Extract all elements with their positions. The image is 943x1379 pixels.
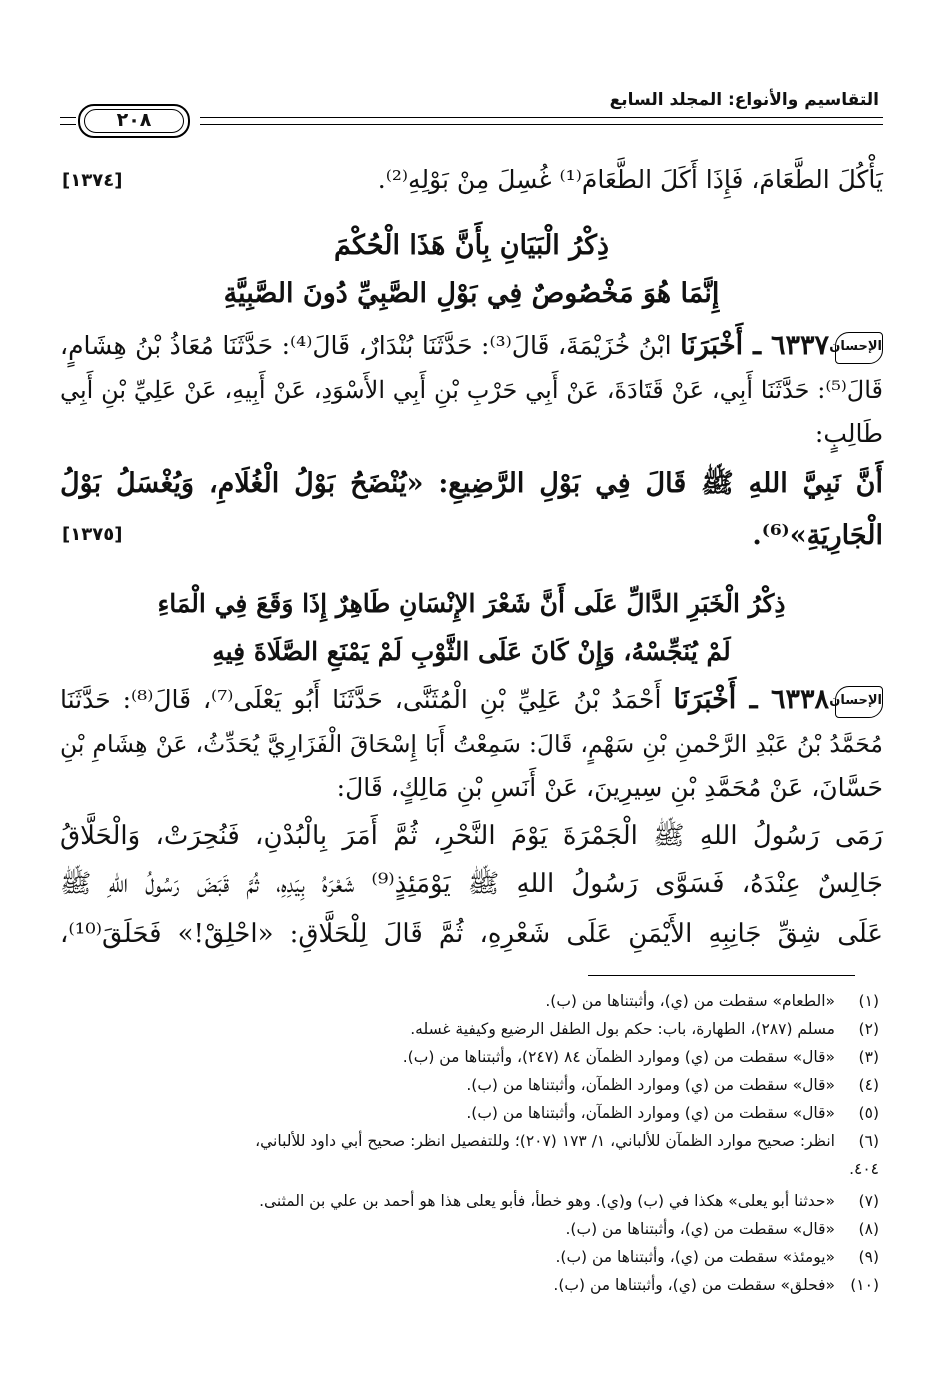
chapter-heading: ذِكْرُ الْبَيَانِ بِأَنَّ هَذَا الْحُكْمَ bbox=[334, 230, 609, 261]
header-rule-left-bottom bbox=[60, 124, 76, 125]
footnote: (٧)«حدثنا أبو يعلى» هكذا في (ب) و(ي). وهو خطأ، فأبو يعلى هذا هو أحمد بن علي بن المثنى. bbox=[259, 1192, 879, 1210]
hadith-number: ٦٣٣٧ ـ أَخْبَرَنَا bbox=[680, 330, 830, 361]
footnote: (١)«الطعام» سقطت من (ي)، وأثبتناها من (ب). bbox=[545, 992, 879, 1010]
isnad-text: ابْنُ خُزَيْمَةَ، قَالَ⁽³⁾: حَدَّثَنَا بُنْدَارٌ، قَالَ⁽⁴⁾: حَدَّثَنَا مُعَاذُ بْنُ هِشَامٍ، bbox=[60, 331, 672, 360]
matn-line: الْجَارِيَةِ»⁽⁶⁾. bbox=[752, 520, 883, 551]
hadith-ref: [١٣٧٤] bbox=[62, 170, 123, 191]
matn-line: عَلَى شِقِّ جَانِبِهِ الأَيْمَنِ عَلَى شَعْرِهِ، ثُمَّ قَالَ لِلْحَلَّاقِ: «احْلِقْ!» فَحَلَقَ⁽¹⁰⁾، bbox=[60, 919, 883, 949]
footnote: (٥)«قال» سقطت من (ي) وموارد الظمآن، وأثبتناها من (ب). bbox=[466, 1104, 879, 1122]
header-rule-top bbox=[200, 117, 883, 118]
isnad-line: قَالَ⁽⁵⁾: حَدَّثَنَا أَبِي، عَنْ قَتَادَةَ، عَنْ أَبِي حَرْبِ بْنِ أَبِي الأَسْوَدِ، عَنْ أَبِيهِ، عَنْ عَلِيِّ بْنِ أَبِي bbox=[60, 376, 883, 404]
footnote: (٨)«قال» سقطت من (ي)، وأثبتناها من (ب). bbox=[565, 1220, 879, 1238]
footnote: (٣)«قال» سقطت من (ي) وموارد الظمآن ٨٤ (٢٤٧)، وأثبتناها من (ب). bbox=[402, 1048, 879, 1066]
isnad-line: طَالِبٍ: bbox=[814, 419, 883, 448]
chapter-heading: إِنَّمَا هُوَ مَخْصُوصٌ فِي بَوْلِ الصَّبِيِّ دُونَ الصَّبِيَّةِ bbox=[223, 278, 720, 309]
matn-line: جَالِسٌ عِنْدَهُ، فَسَوَّى رَسُولُ اللهِ ﷺ يَوْمَئِذٍ⁽⁹⁾ شَعْرَهُ بِيَدِهِ، ثُمَّ قَبَضَ رَسُولُ اللهِ ﷺ bbox=[60, 869, 883, 899]
header-rule-bottom bbox=[200, 124, 883, 125]
matn-line: أَنَّ نَبِيَّ اللهِ ﷺ قَالَ فِي بَوْلِ الرَّضِيعِ: «يُنْضَحُ بَوْلُ الْغُلَامِ، وَيُغْسَلُ بَوْلُ bbox=[60, 468, 883, 499]
page-number: ٢٠٨ bbox=[84, 109, 184, 133]
hadith-ref: [١٣٧٥] bbox=[62, 524, 123, 545]
isnad-line: مُحَمَّدُ بْنُ عَبْدِ الرَّحْمنِ بْنِ سَهْمٍ، قَالَ: سَمِعْتُ أَبَا إِسْحَاقَ الْفَزَارِيَّ يُحَدِّثُ، عَنْ هِشَامِ بْنِ bbox=[60, 730, 883, 758]
footnote-continuation: ٤٠٤. bbox=[849, 1160, 879, 1178]
isnad-line: حَسَّانَ، عَنْ مُحَمَّدِ بْنِ سِيرِينَ، عَنْ أَنَسِ بْنِ مَالِكٍ، قَالَ: bbox=[336, 773, 883, 802]
footnote: (٢)مسلم (٢٨٧)، الطهارة، باب: حكم بول الطفل الرضيع وكيفية غسله. bbox=[410, 1020, 879, 1038]
isnad-line bbox=[60, 680, 883, 720]
text-line: يَأْكُلَ الطَّعَامَ، فَإِذَا أَكَلَ الطَّعَامَ⁽¹⁾ غُسِلَ مِنْ بَوْلِهِ⁽²⁾. bbox=[377, 165, 883, 194]
ihsan-mark: الإحسان bbox=[835, 686, 883, 718]
isnad-text: أَحْمَدُ بْنُ عَلِيِّ بْنِ الْمُثَنَّى، حَدَّثَنَا أَبُو يَعْلَى⁽⁷⁾، قَالَ⁽⁸⁾: حَدَّثَنَا bbox=[60, 685, 662, 714]
chapter-heading: لَمْ يُنَجِّسْهُ، وَإِنْ كَانَ عَلَى الثَّوْبِ لَمْ يَمْنَعِ الصَّلَاةَ فِيهِ bbox=[212, 637, 731, 666]
matn-line: رَمَى رَسُولُ اللهِ ﷺ الْجَمْرَةَ يَوْمَ النَّحْرِ، ثُمَّ أَمَرَ بِالْبُدْنِ، فَنُحِرَتْ، وَالْحَلَّاقُ bbox=[60, 821, 883, 851]
header-rule-left-top bbox=[60, 117, 76, 118]
hadith-number: ٦٣٣٨ ـ أَخْبَرَنَا bbox=[673, 684, 829, 715]
header-title: التقاسيم والأنواع: المجلد السابع bbox=[609, 90, 879, 110]
footnote: (٩)«يومئذ» سقطت من (ي)، وأثبتناها من (ب). bbox=[555, 1248, 879, 1266]
chapter-heading: ذِكْرُ الْخَبَرِ الدَّالِّ عَلَى أَنَّ شَعْرَ الإِنْسَانِ طَاهِرٌ إِذَا وَقَعَ فِي الْمَاءِ bbox=[157, 589, 786, 618]
page-number-box bbox=[78, 104, 190, 138]
footnote: (٤)«قال» سقطت من (ي) وموارد الظمآن، وأثبتناها من (ب). bbox=[466, 1076, 879, 1094]
isnad-line bbox=[60, 326, 883, 366]
footnote-rule bbox=[588, 975, 855, 976]
ihsan-mark: الإحسان bbox=[835, 332, 883, 364]
footnote: (١٠)«فحلق» سقطت من (ي)، وأثبتناها من (ب). bbox=[553, 1276, 879, 1294]
footnote: (٦)انظر: صحيح موارد الظمآن للألباني، ١/ ١٧٣ (٢٠٧)؛ وللتفصيل انظر: صحيح أبي داود للألباني، bbox=[255, 1132, 879, 1150]
